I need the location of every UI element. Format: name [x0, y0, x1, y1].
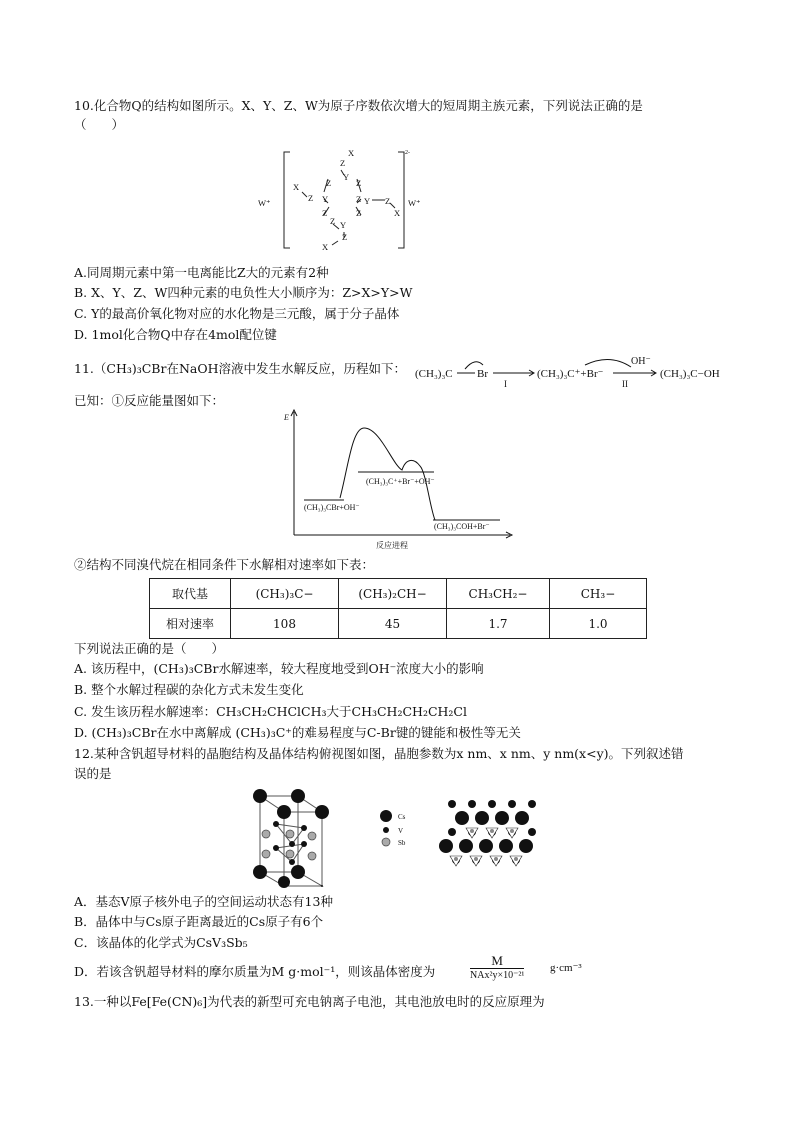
- q10-option-b: B. X、Y、Z、W四种元素的电负性大小顺序为：Z>X>Y>W: [74, 285, 413, 300]
- svg-text:Z: Z: [326, 178, 332, 188]
- legend-v: V: [398, 827, 404, 835]
- q11-rate-table: [149, 578, 647, 639]
- table-cell: (CH₃)₂CH−: [339, 579, 447, 609]
- q12-top-view-diagram: [436, 794, 546, 874]
- svg-text:Z: Z: [342, 232, 348, 242]
- table-row: [150, 609, 647, 639]
- q12-stem-line1: 12.某种含钒超导材料的晶胞结构及晶体结构俯视图如图，晶胞参数为x nm、x nm、y nm(x<y)。下列叙述错: [74, 746, 684, 761]
- table-header-rate: 相对速率: [150, 609, 231, 639]
- q11-energy-diagram: [280, 408, 520, 552]
- q10-option-d: D. 1mol化合物Q中存在4mol配位键: [74, 327, 277, 342]
- q12-option-a: A．基态V原子核外电子的空间运动状态有13种: [74, 894, 333, 909]
- energy-axis-x: 反应进程: [376, 541, 408, 550]
- q10-charge: 2-: [405, 150, 410, 156]
- svg-text:Z: Z: [322, 208, 328, 218]
- q11-option-a: A. 该历程中，(CH₃)₃CBr水解速率，较大程度地受到OH⁻浓度大小的影响: [74, 661, 484, 676]
- scheme-step-2: II: [622, 379, 628, 389]
- q11-known-1: 已知：①反应能量图如下：: [74, 393, 225, 408]
- svg-text:Z: Z: [356, 208, 362, 218]
- svg-text:Z: Z: [356, 194, 362, 204]
- svg-text:X: X: [394, 208, 401, 218]
- q11-option-b: B. 整个水解过程碳的杂化方式未发生变化: [74, 682, 304, 697]
- scheme-br: Br: [477, 368, 488, 380]
- scheme-step-1: I: [504, 379, 507, 389]
- q12-option-c: C．该晶体的化学式为CsV₃Sb₅: [74, 935, 248, 950]
- energy-axis-y: E: [284, 413, 289, 422]
- scheme-oh: OH⁻: [631, 356, 651, 367]
- svg-text:X: X: [293, 182, 300, 192]
- svg-text:X: X: [322, 242, 329, 252]
- q11-stem: 11.（CH₃)₃CBr在NaOH溶液中发生水解反应，历程如下：: [74, 361, 407, 376]
- table-cell: CH₃−: [550, 579, 647, 609]
- svg-text:Z: Z: [356, 178, 362, 188]
- scheme-intermediate: (CH₃)₃C⁺+Br⁻: [537, 368, 604, 380]
- table-cell: (CH₃)₃C−: [231, 579, 339, 609]
- q12-option-b: B．晶体中与Cs原子距离最近的Cs原子有6个: [74, 914, 324, 929]
- table-cell: 1.0: [550, 609, 647, 639]
- svg-text:Y: Y: [322, 194, 329, 204]
- svg-text:Y: Y: [343, 172, 350, 182]
- q10-cation-left: W⁺: [258, 198, 271, 208]
- q12-option-d: D．若该含钒超导材料的摩尔质量为M g·mol⁻¹，则该晶体密度为: [74, 964, 436, 979]
- q13-stem: 13.一种以Fe[Fe(CN)₆]为代表的新型可充电钠离子电池，其电池放电时的反应原理为: [74, 994, 545, 1009]
- legend-sb: Sb: [398, 839, 406, 847]
- q10-stem: 10.化合物Q的结构如图所示。X、Y、Z、W为原子序数依次增大的短周期主族元素，下列说法正确的是: [74, 98, 643, 113]
- energy-intermediate-label: (CH₃)₃C⁺+Br⁻+OH⁻: [366, 477, 435, 486]
- table-cell: 45: [339, 609, 447, 639]
- table-row: [150, 579, 647, 609]
- q12-density-unit: g·cm⁻³: [550, 962, 582, 974]
- q11-option-c: C. 发生该历程水解速率：CH₃CH₂CHClCH₃大于CH₃CH₂CH₂CH₂Cl: [74, 704, 467, 719]
- q12-stem-line2: 误的是: [74, 766, 112, 781]
- svg-text:Y: Y: [364, 196, 371, 206]
- svg-text:W⁺: W⁺: [408, 198, 421, 208]
- q10-structure-diagram: [258, 144, 430, 252]
- q10-option-a: A.同周期元素中第一电离能比Z大的元素有2种: [74, 265, 329, 280]
- fraction-denominator: NAx²y×10⁻²¹: [470, 970, 525, 981]
- table-cell: 1.7: [447, 609, 550, 639]
- q11-known-2: ②结构不同溴代烷在相同条件下水解相对速率如下表：: [74, 557, 375, 572]
- scheme-reactant: (CH₃)₃C: [415, 368, 453, 380]
- q11-option-d: D. (CH₃)₃CBr在水中离解成 (CH₃)₃C⁺的难易程度与C-Br键的键能和极性等无关: [74, 725, 521, 740]
- table-cell: CH₃CH₂−: [447, 579, 550, 609]
- svg-text:Z: Z: [330, 216, 336, 226]
- q11-question: 下列说法正确的是（ ）: [74, 641, 225, 656]
- svg-text:Z: Z: [340, 158, 346, 168]
- q12-legend: [378, 808, 418, 850]
- energy-start-label: (CH₃)₃CBr+OH⁻: [304, 503, 360, 512]
- table-header-group: 取代基: [150, 579, 231, 609]
- q11-reaction-scheme: [415, 355, 725, 391]
- q12-density-fraction: [470, 953, 524, 983]
- fraction-numerator: M: [470, 953, 524, 969]
- q12-unit-cell-diagram: [246, 782, 336, 888]
- table-cell: 108: [231, 609, 339, 639]
- svg-text:Z: Z: [308, 193, 314, 203]
- legend-cs: Cs: [398, 813, 406, 821]
- scheme-product: (CH₃)₃C−OH: [660, 368, 720, 380]
- q10-paren: （ ）: [74, 117, 125, 132]
- svg-text:Z: Z: [385, 196, 391, 206]
- svg-text:Y: Y: [340, 220, 347, 230]
- q10-atom-x: X: [348, 148, 355, 158]
- q10-option-c: C. Y的最高价氧化物对应的水化物是三元酸，属于分子晶体: [74, 306, 400, 321]
- energy-end-label: (CH₃)₃COH+Br⁻: [434, 522, 490, 531]
